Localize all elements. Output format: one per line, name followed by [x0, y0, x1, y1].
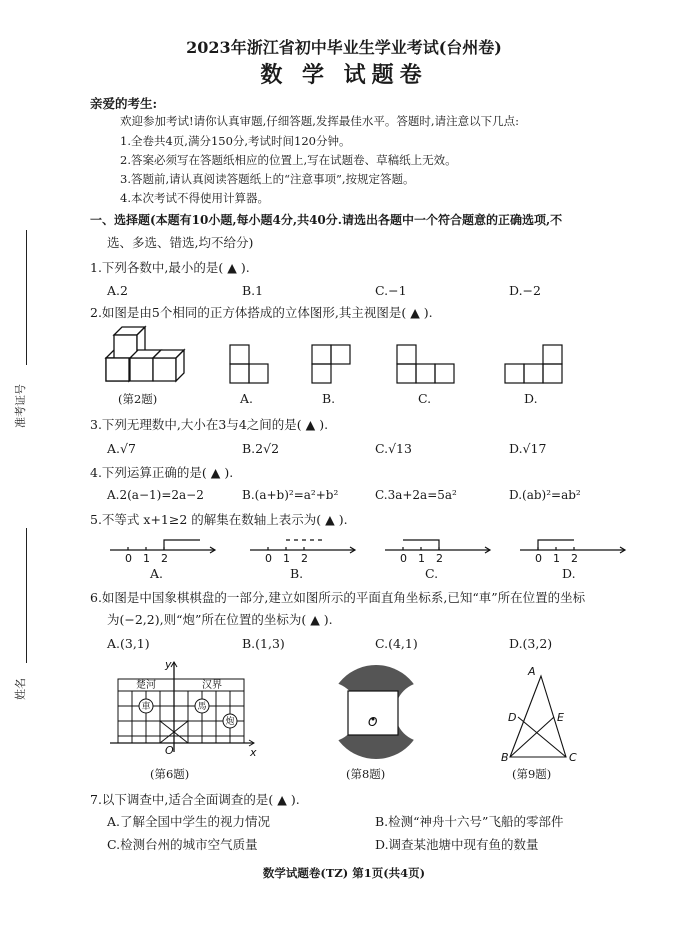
q5-stem: 5.不等式 x+1≥2 的解集在数轴上表示为( ▲ ). — [90, 512, 348, 527]
intro-text: 欢迎参加考试!请你认真审题,仔细答题,发挥最佳水平。答题时,请注意以下几点: — [120, 114, 519, 128]
q4-option-b: B.(a+b)²=a²+b² — [242, 488, 339, 502]
q5a-tick-0: 0 — [125, 552, 132, 565]
vertex-b: B — [501, 751, 509, 764]
q6-stem-line1: 6.如图是中国象棋棋盘的一部分,建立如图所示的平面直角坐标系,已知“車”所在位置的坐标 — [90, 590, 586, 605]
q5d-tick-0: 0 — [535, 552, 542, 565]
vertex-a: A — [528, 665, 536, 678]
river-right-text: 汉界 — [202, 680, 222, 691]
q4-option-d: D.(ab)²=ab² — [509, 488, 581, 502]
note-1: 1.全卷共4页,满分150分,考试时间120分钟。 — [120, 134, 351, 148]
q7-stem: 7.以下调查中,适合全面调查的是( ▲ ). — [90, 792, 300, 807]
section1-line1: 一、选择题(本题有10小题,每小题4分,共40分.请选出各题中一个符合题意的正确选项,不 — [90, 213, 563, 227]
q4-stem: 4.下列运算正确的是( ▲ ). — [90, 465, 234, 480]
q6-caption: (第6题) — [150, 767, 190, 781]
q3-option-c: C.√13 — [375, 441, 412, 456]
vertex-e: E — [557, 711, 564, 724]
q3-option-b: B.2√2 — [242, 441, 280, 456]
q4-option-c: C.3a+2a=5a² — [375, 488, 457, 502]
q5a-tick-2: 2 — [161, 552, 168, 565]
q9-caption: (第9题) — [512, 767, 552, 781]
q3-option-d: D.√17 — [509, 441, 547, 456]
origin-label: O — [165, 744, 174, 757]
q5a-tick-1: 1 — [143, 552, 150, 565]
q5b-tick-0: 0 — [265, 552, 272, 565]
greeting: 亲爱的考生: — [90, 96, 158, 111]
q1-stem: 1.下列各数中,最小的是( ▲ ). — [90, 260, 250, 275]
q6-option-a: A.(3,1) — [107, 636, 150, 651]
paper-subtitle: 数 学 试题卷 — [260, 62, 428, 88]
q5d-tick-1: 1 — [553, 552, 560, 565]
piece-ju: 車 — [141, 702, 151, 712]
q2-label-b: B. — [322, 391, 336, 406]
vertex-c: C — [569, 751, 577, 764]
q7-option-a: A.了解全国中学生的视力情况 — [107, 814, 271, 829]
q5d-tick-2: 2 — [571, 552, 578, 565]
q7-option-b: B.检测“神舟十六号”飞船的零部件 — [375, 814, 564, 829]
note-3: 3.答题前,请认真阅读答题纸上的“注意事项”,按规定答题。 — [120, 172, 415, 186]
section1-line2: 选、多选、错选,均不给分) — [107, 235, 254, 250]
exam-title: 2023年浙江省初中毕业生学业考试(台州卷) — [186, 38, 502, 57]
q8-center-label: O — [368, 715, 378, 729]
q6-option-c: C.(4,1) — [375, 636, 418, 651]
page-footer: 数学试题卷(TZ) 第1页(共4页) — [262, 866, 426, 880]
q1-option-a: A.2 — [107, 283, 128, 298]
q1-option-d: D.−2 — [509, 283, 541, 298]
q8-caption: (第8题) — [346, 767, 386, 781]
note-2: 2.答案必须写在答题纸相应的位置上,写在试题卷、草稿纸上无效。 — [120, 153, 457, 167]
vertex-d: D — [508, 711, 517, 724]
q5-label-a: A. — [150, 566, 164, 581]
q2-label-c: C. — [418, 391, 432, 406]
q5-label-c: C. — [425, 566, 439, 581]
q5-label-b: B. — [290, 566, 304, 581]
q5c-tick-1: 1 — [418, 552, 425, 565]
q1-option-b: B.1 — [242, 283, 264, 298]
q3-option-a: A.√7 — [107, 441, 136, 456]
q4-option-a: A.2(a−1)=2a−2 — [107, 488, 204, 502]
river-left-text: 楚河 — [136, 680, 156, 691]
exam-id-label: 准考证号 — [14, 384, 27, 428]
note-4: 4.本次考试不得使用计算器。 — [120, 191, 269, 205]
name-label: 姓名 — [14, 678, 27, 700]
q5b-tick-1: 1 — [283, 552, 290, 565]
piece-pao: 炮 — [225, 717, 235, 727]
q2-caption: (第2题) — [118, 392, 158, 406]
q2-label-a: A. — [240, 391, 254, 406]
q5c-tick-2: 2 — [436, 552, 443, 565]
q7-option-c: C.检测台州的城市空气质量 — [107, 837, 258, 852]
q5c-tick-0: 0 — [400, 552, 407, 565]
q3-stem: 3.下列无理数中,大小在3与4之间的是( ▲ ). — [90, 417, 329, 432]
q7-option-d: D.调查某池塘中现有鱼的数量 — [375, 837, 539, 852]
piece-ma: 馬 — [197, 702, 207, 712]
q2-stem: 2.如图是由5个相同的正方体搭成的立体图形,其主视图是( ▲ ). — [90, 305, 433, 320]
q6-option-b: B.(1,3) — [242, 636, 285, 651]
q6-stem-line2: 为(−2,2),则“炮”所在位置的坐标为( ▲ ). — [107, 612, 333, 627]
y-axis-label: y — [165, 658, 172, 671]
q2-label-d: D. — [524, 391, 538, 406]
q6-option-d: D.(3,2) — [509, 636, 553, 651]
q5b-tick-2: 2 — [301, 552, 308, 565]
q1-option-c: C.−1 — [375, 283, 407, 298]
x-axis-label: x — [250, 746, 257, 759]
q5-label-d: D. — [562, 566, 576, 581]
